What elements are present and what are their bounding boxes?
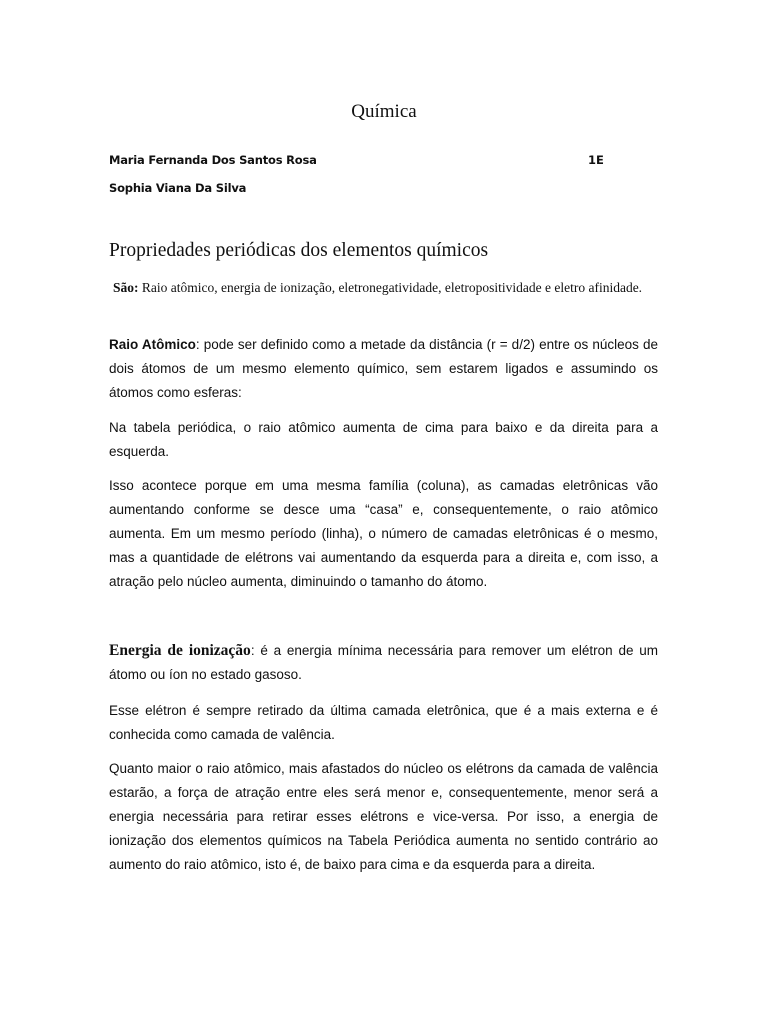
raio-atomico-paragraph-3: Isso acontece porque em uma mesma família (coluna), as camadas eletrônicas vão aumentando conforme se desce uma “casa” e, consequentemente, o raio atômico aumenta. Em um mesmo período (linha), o número de camadas eletrônicas é o mesmo, mas a quantidade de elétrons vai aumentando da esquerda para a direita e, com isso, a atração pelo núcleo aumenta, diminuindo o tamanho do átomo. — [109, 478, 658, 589]
class-label: 1E — [588, 153, 604, 167]
author-name-2: Sophia Viana Da Silva — [109, 181, 247, 195]
energia-ionizacao-definition-text: : é a energia mínima necessária para remover um elétron de um átomo ou íon no estado gasoso. — [109, 643, 658, 682]
intro-text: Raio atômico, energia de ionização, eletronegatividade, eletropositividade e eletro afinidade. — [138, 280, 643, 295]
intro-label: São: — [113, 280, 139, 295]
raio-atomico-term: Raio Atômico — [109, 337, 196, 352]
energia-ionizacao-paragraph-2: Esse elétron é sempre retirado da última camada eletrônica, que é a mais externa e é conhecida como camada de valência. — [109, 703, 658, 742]
raio-atomico-paragraph-2: Na tabela periódica, o raio atômico aumenta de cima para baixo e da direita para a esquerda. — [109, 420, 658, 459]
energia-ionizacao-paragraph-3: Quanto maior o raio atômico, mais afastados do núcleo os elétrons da camada de valência estarão, a força de atração entre eles será menor e, consequentemente, menor será a energia necessária para retirar esses elétrons e vice-versa. Por isso, a energia de ionização dos elementos químicos na Tabela Periódica aumenta no sentido contrário ao aumento do raio atômico, isto é, de baixo para cima e da esquerda para a direita. — [109, 761, 658, 872]
intro-paragraph — [109, 280, 657, 296]
raio-atomico-definition — [109, 333, 658, 405]
document-title: Química — [351, 101, 417, 122]
author-name-1: Maria Fernanda Dos Santos Rosa — [109, 153, 317, 167]
energia-ionizacao-definition — [109, 639, 658, 687]
energia-ionizacao-term: Energia de ionização — [109, 642, 251, 659]
raio-atomico-definition-text: : pode ser definido como a metade da distância (r = d/2) entre os núcleos de dois átomos de um mesmo elemento químico, sem estarem ligados e assumindo os átomos como esferas: — [109, 337, 658, 400]
section-heading: Propriedades periódicas dos elementos químicos — [109, 240, 489, 261]
